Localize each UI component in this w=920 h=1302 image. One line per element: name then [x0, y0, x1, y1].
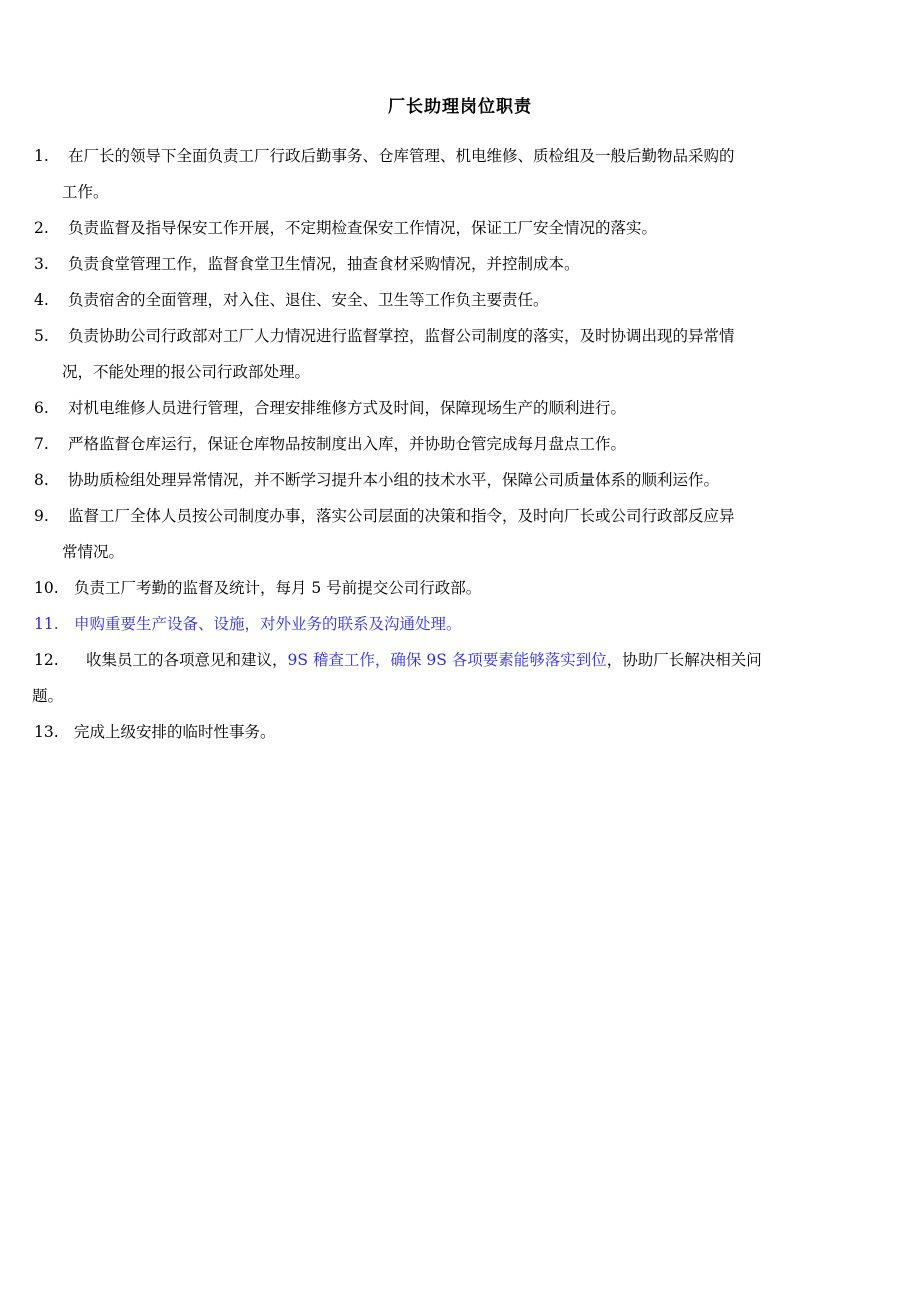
item-text: 负责食堂管理工作，监督食堂卫生情况，抽查食材采购情况，并控制成本。 — [68, 255, 580, 273]
item-number: 8. — [34, 471, 49, 489]
item-number: 7. — [34, 435, 49, 453]
item-text-continuation: 工作。 — [62, 183, 109, 201]
list-item — [34, 246, 882, 282]
duty-list — [34, 138, 882, 750]
item-text-continuation: 况，不能处理的报公司行政部处理。 — [62, 363, 311, 381]
item-text-continuation: 常情况。 — [62, 543, 125, 561]
item-text: 监督工厂全体人员按公司制度办事，落实公司层面的决策和指令，及时向厂长或公司行政部反应异 — [68, 507, 735, 525]
item-number: 13. — [34, 723, 59, 741]
item-number: 2. — [34, 219, 49, 237]
list-item — [34, 318, 882, 390]
item-text: 申购重要生产设备、设施，对外业务的联系及沟通处理。 — [74, 615, 462, 633]
item-number: 12. — [34, 651, 59, 669]
list-item — [34, 570, 882, 606]
item-text: 在厂长的领导下全面负责工厂行政后勤事务、仓库管理、机电维修、质检组及一般后勤物品采购的 — [68, 147, 735, 165]
document-title: 厂长助理岗位职责 — [388, 97, 532, 117]
item-number: 3. — [34, 255, 49, 273]
item-text: 负责工厂考勤的监督及统计，每月 5 号前提交公司行政部。 — [74, 579, 482, 597]
list-item — [34, 210, 882, 246]
item-number: 4. — [34, 291, 49, 309]
list-item — [34, 390, 882, 426]
list-item — [34, 282, 882, 318]
list-item — [34, 642, 882, 714]
item-number: 11. — [34, 615, 59, 633]
item-text: 完成上级安排的临时性事务。 — [74, 723, 276, 741]
item-text: 对机电维修人员进行管理，合理安排维修方式及时间，保障现场生产的顺利进行。 — [68, 399, 627, 417]
list-item — [34, 714, 882, 750]
item-text: 收集员工的各项意见和建议， — [86, 651, 288, 669]
item-text: ，协助厂长解决相关问 — [606, 651, 762, 669]
list-item — [34, 138, 882, 210]
item-number: 10. — [34, 579, 59, 597]
list-item — [34, 462, 882, 498]
list-item — [34, 498, 882, 570]
item-number: 6. — [34, 399, 49, 417]
item-text-continuation: 题。 — [32, 687, 64, 705]
item-text: 严格监督仓库运行，保证仓库物品按制度出入库，并协助仓管完成每月盘点工作。 — [68, 435, 627, 453]
list-item — [34, 426, 882, 462]
item-text-highlighted: 9S 稽查工作，确保 9S 各项要素能够落实到位 — [287, 651, 607, 669]
item-text: 负责宿舍的全面管理，对入住、退住、安全、卫生等工作负主要责任。 — [68, 291, 549, 309]
item-text: 负责监督及指导保安工作开展，不定期检查保安工作情况，保证工厂安全情况的落实。 — [68, 219, 658, 237]
item-number: 9. — [34, 507, 49, 525]
item-number: 5. — [34, 327, 49, 345]
item-text: 负责协助公司行政部对工厂人力情况进行监督掌控，监督公司制度的落实，及时协调出现的异常情 — [68, 327, 735, 345]
item-text: 协助质检组处理异常情况，并不断学习提升本小组的技术水平，保障公司质量体系的顺利运作。 — [68, 471, 720, 489]
item-number: 1. — [34, 147, 49, 165]
list-item-highlighted — [34, 606, 882, 642]
